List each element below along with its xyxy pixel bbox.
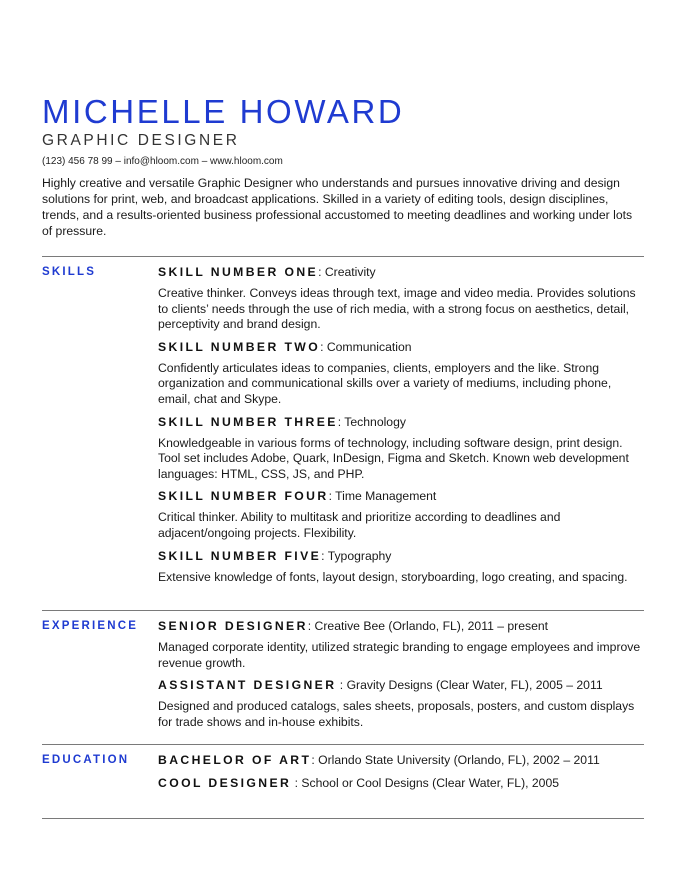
- experience-employer: : Gravity Designs (Clear Water, FL), 2005 – 2011: [336, 678, 603, 693]
- skill-value: : Technology: [337, 414, 406, 429]
- job-title: GRAPHIC DESIGNER: [42, 132, 240, 149]
- experience-role: ASSISTANT DESIGNER: [158, 678, 337, 693]
- section-divider: [42, 610, 644, 611]
- experience-role: SENIOR DESIGNER: [158, 619, 308, 633]
- education-entry: [158, 775, 644, 791]
- education-degree: COOL DESIGNER: [158, 776, 292, 790]
- education-entry: [158, 752, 644, 768]
- skill-name: SKILL NUMBER FIVE: [158, 548, 322, 563]
- education-school: : Orlando State University (Orlando, FL), 2002 – 2011: [311, 753, 600, 767]
- skill-description: Knowledgeable in various forms of technology, including software design, print design. Tool set includes Adobe, Quark, InDesign, Figma and Sketch. Known web development languages: HTML, CSS, JS, and PHP.: [158, 435, 629, 481]
- skill-description: Creative thinker. Conveys ideas through text, image and video media. Provides solutions to clients’ needs through the use of rich media, with a strong focus on aesthetics, detail, perceptivity and brand design.: [158, 286, 636, 332]
- section-divider: [42, 744, 644, 745]
- experience-description: Designed and produced catalogs, sales sheets, proposals, posters, and custom displays for trade shows and in-house exhibits.: [158, 699, 635, 729]
- skill-name: SKILL NUMBER FOUR: [158, 489, 329, 504]
- experience-heading: [158, 677, 644, 693]
- skill-entry: [158, 548, 644, 586]
- section-divider: [42, 256, 644, 257]
- summary-paragraph: Highly creative and versatile Graphic Designer who understands and pursues innovative driving and design solutions for print, web, and broadcast applications. Skilled in a variety of editing tools, design disciplines, trends, and a results-oriented business professional accustomed to meeting deadlines and working under lots of pressure.: [42, 176, 633, 238]
- skill-heading: [158, 548, 644, 564]
- skill-description: Confidently articulates ideas to companies, clients, employers and the like. Strong organization and communicational skills over a variety of mediums, including phone, email, chat and Skype.: [158, 360, 612, 406]
- skill-description: Critical thinker. Ability to multitask and prioritize according to deadlines and adjacent/ongoing projects. Flexibility.: [158, 510, 561, 540]
- skill-heading: [158, 488, 644, 504]
- skill-value: : Typography: [321, 548, 392, 563]
- skill-entry: [158, 339, 644, 408]
- skill-name: SKILL NUMBER TWO: [158, 339, 321, 354]
- skill-name: SKILL NUMBER ONE: [158, 265, 319, 279]
- education-degree: BACHELOR OF ART: [158, 753, 312, 767]
- skill-description: Extensive knowledge of fonts, layout design, storyboarding, logo creating, and spacing.: [158, 569, 628, 584]
- skill-entry: [158, 488, 644, 541]
- section-label-skills: SKILLS: [42, 266, 97, 278]
- experience-heading: [158, 618, 644, 634]
- section-label-experience: EXPERIENCE: [42, 620, 139, 632]
- skills-list: [158, 264, 644, 591]
- experience-description: Managed corporate identity, utilized strategic branding to engage employees and improve revenue growth.: [158, 640, 641, 670]
- skill-entry: [158, 414, 644, 483]
- education-school: : School or Cool Designs (Clear Water, FL), 2005: [291, 776, 560, 790]
- skill-entry: [158, 264, 644, 333]
- candidate-name: MICHELLE HOWARD: [42, 93, 405, 130]
- bottom-divider: [42, 818, 644, 819]
- skill-value: : Time Management: [328, 489, 437, 504]
- contact-line: (123) 456 78 99 – info@hloom.com – www.hloom.com: [42, 156, 283, 167]
- skill-heading: [158, 264, 644, 280]
- experience-entry: [158, 677, 644, 730]
- skill-heading: [158, 339, 644, 355]
- skill-name: SKILL NUMBER THREE: [158, 414, 338, 429]
- skill-heading: [158, 414, 644, 430]
- education-list: [158, 752, 644, 791]
- experience-entry: [158, 618, 644, 671]
- experience-list: [158, 618, 644, 736]
- skill-value: : Communication: [320, 339, 412, 354]
- section-label-education: EDUCATION: [42, 754, 130, 766]
- experience-employer: : Creative Bee (Orlando, FL), 2011 – present: [307, 619, 549, 633]
- skill-value: : Creativity: [318, 265, 376, 279]
